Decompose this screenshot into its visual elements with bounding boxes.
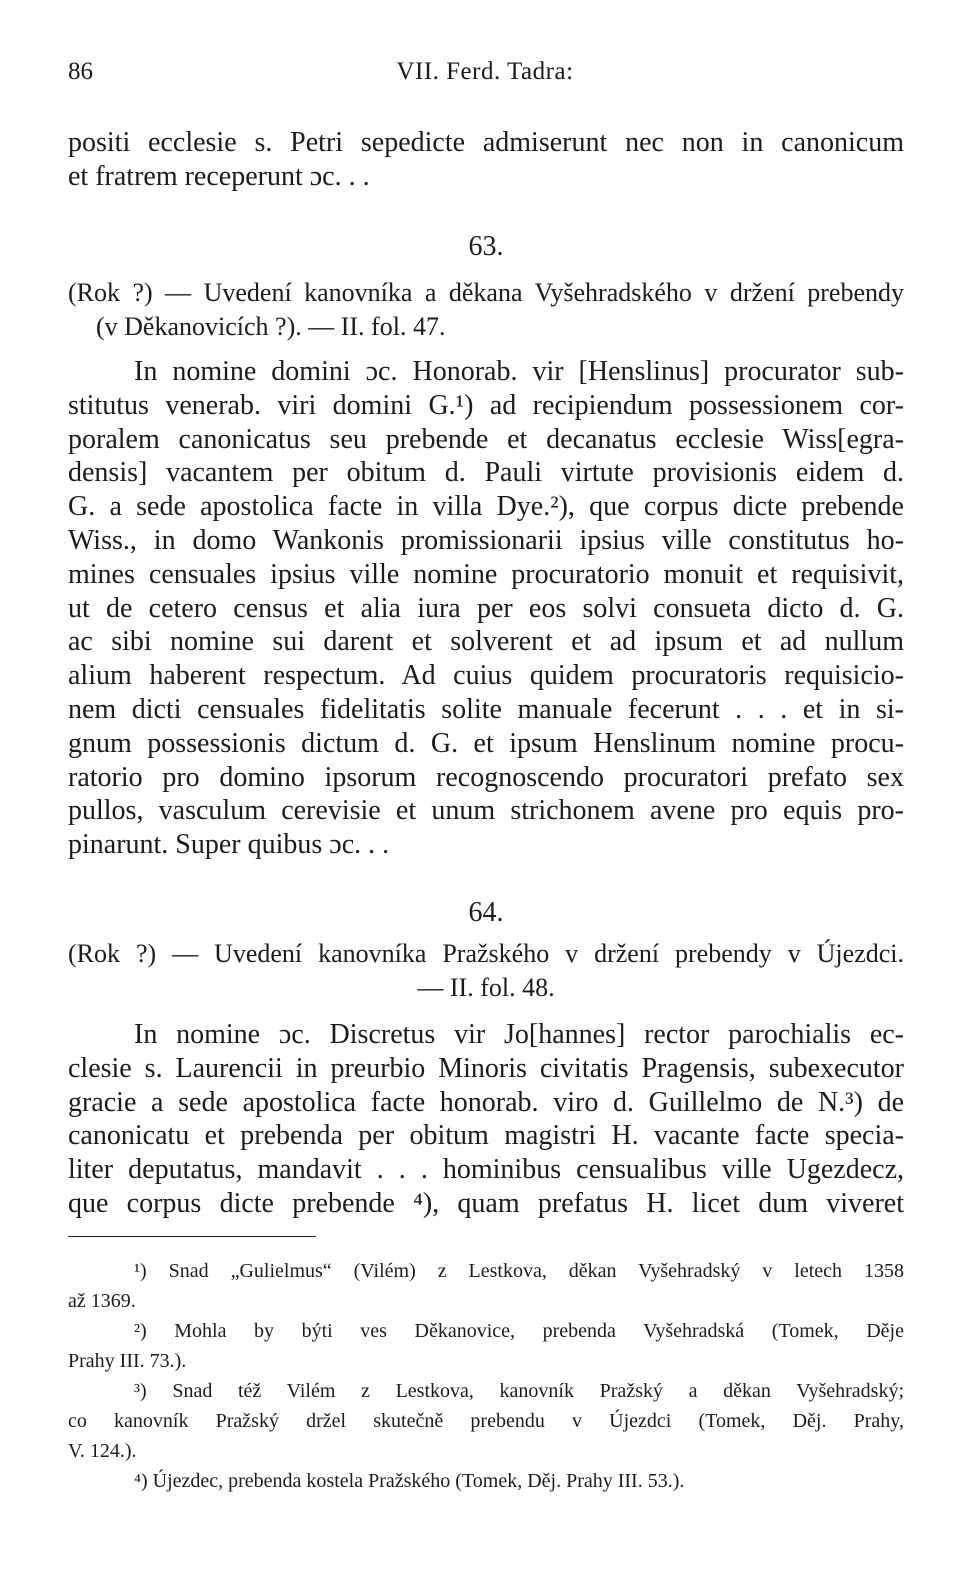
footnote-line: ³) Snad též Vilém z Lestkova, kanovník Pražský a děkan Vyšehradský; (134, 1380, 904, 1402)
text-line: densis] vacantem per obitum d. Pauli virtute provisionis eidem d. (68, 457, 904, 489)
text-line: poralem canonicatus seu prebende et decanatus ecclesie Wiss[egra- (68, 423, 904, 455)
text-line: et fratrem receperunt ɔc. . . (68, 160, 370, 192)
section-heading-line: (Rok ?) — Uvedení kanovníka Pražského v držení prebendy v Újezdci. (68, 939, 904, 968)
text-line: ratorio pro domino ipsorum recognoscendo procuratori prefato sex (68, 761, 904, 793)
text-line: gracie a sede apostolica facte honorab. viro d. Guillelmo de N.³) de (68, 1086, 904, 1118)
section-heading-line: (v Děkanovicích ?). — II. fol. 47. (96, 311, 446, 341)
intro-paragraph (68, 126, 904, 194)
section-63-text (68, 355, 904, 862)
footnote-line: až 1369. (68, 1290, 136, 1312)
text-line: In nomine ɔc. Discretus vir Jo[hannes] rector parochialis ec- (134, 1019, 904, 1050)
running-head: VII. Ferd. Tadra: (396, 58, 574, 85)
text-line: ut de cetero census et alia iura per eos solvi consueta dicto d. G. (68, 592, 904, 624)
section-63-heading (68, 276, 904, 344)
text-line: alium haberent respectum. Ad cuius quidem procuratoris requisicio- (68, 660, 904, 692)
section-64-number-block (68, 896, 904, 930)
footnotes (68, 1256, 904, 1496)
footnote-line: co kanovník Pražský držel skutečně prebendu v Újezdci (Tomek, Děj. Prahy, (68, 1410, 904, 1432)
footnote-line: ⁴) Újezdec, prebenda kostela Pražského (Tomek, Děj. Prahy III. 53.). (134, 1470, 685, 1492)
page-number: 86 (68, 58, 93, 85)
footnote-line: Prahy III. 73.). (68, 1350, 187, 1372)
section-63-number-block (68, 230, 904, 264)
text-line: In nomine domini ɔc. Honorab. vir [Henslinus] procurator sub- (134, 356, 904, 387)
text-line: ac sibi nomine sui darent et solverent et ad ipsum et ad nullum (68, 626, 904, 658)
text-line: stitutus venerab. viri domini G.¹) ad recipiendum possessionem cor- (68, 389, 904, 421)
footnote-line: ²) Mohla by býti ves Děkanovice, prebenda Vyšehradská (Tomek, Děje (134, 1320, 904, 1342)
text-line: clesie s. Laurencii in preurbio Minoris civitatis Pragensis, subexecutor (68, 1052, 904, 1084)
text-line: gnum possessionis dictum d. G. et ipsum Henslinum nomine procu- (68, 727, 904, 759)
text-line: pinarunt. Super quibus ɔc. . . (68, 829, 390, 861)
text-line: mines censuales ipsius ville nomine procuratorio monuit et requisivit, (68, 558, 904, 590)
text-line: nem dicti censuales fidelitatis solite manuale fecerunt . . . et in si- (68, 693, 904, 725)
text-line: pullos, vasculum cerevisie et unum strichonem avene pro equis pro- (68, 795, 904, 827)
text-line: liter deputatus, mandavit . . . hominibus censualibus ville Ugezdecz, (68, 1154, 904, 1186)
page-header (68, 58, 902, 98)
footnote-line: ¹) Snad „Gulielmus“ (Vilém) z Lestkova, děkan Vyšehradský v letech 1358 (134, 1260, 904, 1282)
text-line: que corpus dicte prebende ⁴), quam prefatus H. licet dum viveret (68, 1187, 904, 1219)
footnote-line: V. 124.). (68, 1440, 137, 1462)
section-heading-line: — II. fol. 48. (417, 972, 555, 1002)
footnote-divider (68, 1236, 316, 1237)
text-line: canonicatu et prebenda per obitum magistri H. vacante facte specia- (68, 1120, 904, 1152)
section-number: 63. (468, 231, 504, 262)
section-heading-line: (Rok ?) — Uvedení kanovníka a děkana Vyšehradského v držení prebendy (68, 278, 904, 307)
section-number: 64. (468, 897, 504, 928)
text-line: G. a sede apostolica facte in villa Dye.²), que corpus dicte prebende (68, 491, 904, 523)
text-line: Wiss., in domo Wankonis promissionarii ipsius ville constitutus ho- (68, 524, 904, 556)
text-line: positi ecclesie s. Petri sepedicte admiserunt nec non in canonicum (68, 127, 904, 158)
section-64-heading (68, 937, 904, 1005)
section-64-text (68, 1018, 904, 1221)
